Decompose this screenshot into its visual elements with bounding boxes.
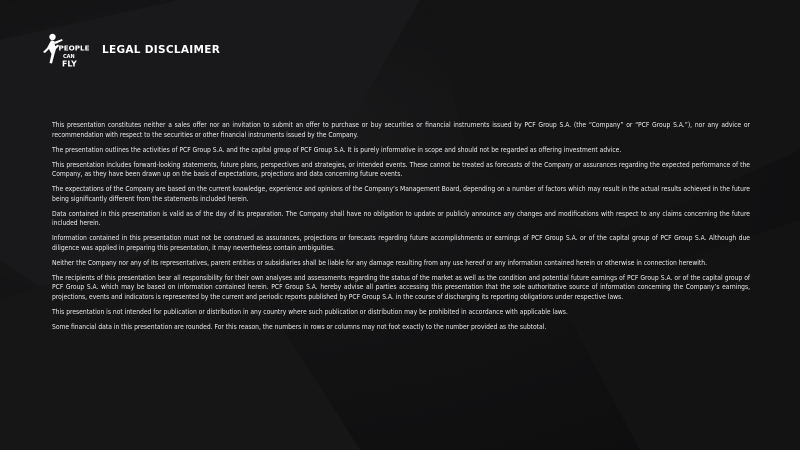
people-can-fly-logo	[40, 28, 90, 72]
page-title: LEGAL DISCLAIMER	[102, 44, 221, 56]
svg-text:PEOPLE: PEOPLE	[58, 43, 90, 53]
svg-text:CAN: CAN	[63, 54, 75, 60]
disclaimer-paragraph: The recipients of this presentation bear all responsibility for their own analyses and assessments regarding the status of the market as well as the condition and potential future earnings of PCF Group S.A. or of the capital group of PCF Group S.A. which may be based on information contained herein. PCF Group S.A. hereby advise all parties accessing this presentation that the sole authoritative source of information concerning the Company’s earnings, projections, events and indicators is represented by the current and periodic reports published by PCF Group S.A. in the course of discharging its reporting obligations under respective laws.	[52, 273, 750, 302]
disclaimer-paragraph: Neither the Company nor any of its representatives, parent entities or subsidiaries shall be liable for any damage resulting from any use hereof or any information contained herein or otherwise in connection herewith.	[52, 258, 708, 267]
disclaimer-paragraph: Information contained in this presentation must not be construed as assurances, projections or forecasts regarding future accomplishments or earnings of PCF Group S.A. or of the capital group of PCF Group S.A. Although due diligence was applied in preparing this presentation, it may nevertheless contain ambiguities.	[52, 234, 750, 252]
disclaimer-paragraph: Some financial data in this presentation are rounded. For this reason, the numbers in rows or columns may not foot exactly to the number provided as the subtotal.	[52, 323, 547, 332]
header	[40, 28, 220, 72]
disclaimer-paragraph: The expectations of the Company are based on the current knowledge, experience and opinions of the Company’s Management Board, depending on a number of factors which may result in the actual results achieved in the future being significantly different from the statements included herein.	[52, 185, 750, 203]
disclaimer-paragraph: This presentation includes forward-looking statements, future plans, perspectives and strategies, or intended events. These cannot be treated as forecasts of the Company or assurances regarding the expected performance of the Company, as they have been drawn up on the basis of expectations, projections and data concerning future events.	[52, 160, 750, 179]
disclaimer-paragraph: This presentation constitutes neither a sales offer nor an invitation to submit an offer to purchase or buy securities or financial instruments issued by PCF Group S.A. (the “Company” or “PCF Group S.A.”), nor any advice or recommendation with respect to the securities or other financial instruments issued by the Company.	[52, 121, 750, 139]
disclaimer-paragraph: Data contained in this presentation is valid as of the day of its preparation. The Company shall have no obligation to update or publicly announce any changes and modifications with respect to any claims concerning the future included herein.	[52, 209, 750, 228]
disclaimer-body	[52, 121, 750, 338]
svg-text:FLY: FLY	[62, 59, 77, 69]
disclaimer-paragraph: The presentation outlines the activities of PCF Group S.A. and the capital group of PCF Group S.A. It is purely informative in scope and should not be regarded as offering investment advice.	[52, 145, 622, 154]
disclaimer-paragraph: This presentation is not intended for publication or distribution in any country where such publication or distribution may be prohibited in accordance with applicable laws.	[52, 308, 568, 317]
